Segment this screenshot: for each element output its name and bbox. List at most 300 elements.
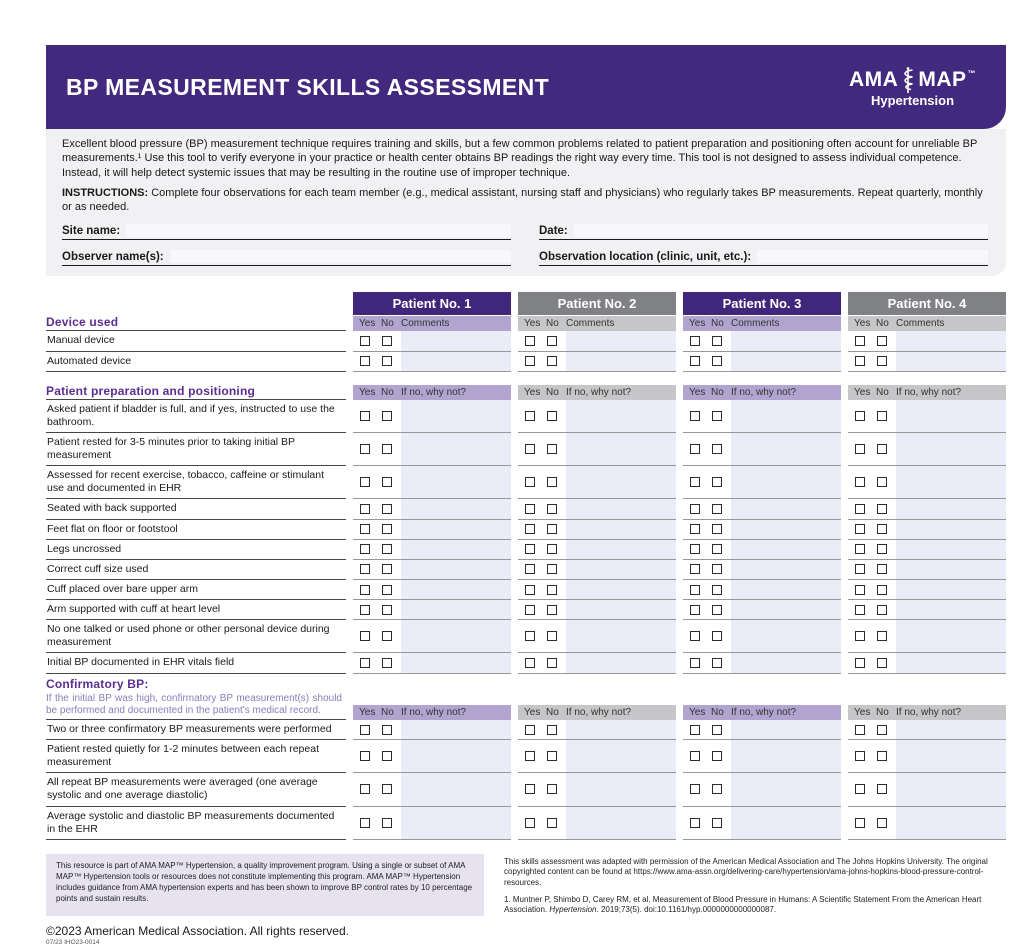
no-checkbox[interactable] xyxy=(547,411,557,421)
footer xyxy=(46,854,1006,916)
yes-checkbox[interactable] xyxy=(525,605,535,615)
yes-checkbox[interactable] xyxy=(360,544,370,554)
yes-checkbox[interactable] xyxy=(525,477,535,487)
comment-cell[interactable] xyxy=(896,773,1006,805)
yes-checkbox[interactable] xyxy=(360,725,370,735)
yes-checkbox[interactable] xyxy=(690,444,700,454)
row-label: Manual device xyxy=(46,331,346,351)
comments-column-label: If no, why not? xyxy=(566,386,632,398)
patient-cell xyxy=(353,653,511,673)
section-title-cell xyxy=(46,315,346,331)
patient-cell xyxy=(353,740,511,773)
yes-checkbox[interactable] xyxy=(360,784,370,794)
comment-cell[interactable] xyxy=(731,331,841,350)
yes-checkbox[interactable] xyxy=(690,477,700,487)
comment-cell[interactable] xyxy=(896,600,1006,619)
no-column-label: No xyxy=(546,386,559,398)
yes-column-label: Yes xyxy=(359,386,376,398)
no-checkbox[interactable] xyxy=(877,504,887,514)
yes-checkbox[interactable] xyxy=(360,658,370,668)
patient-cell xyxy=(518,580,676,600)
comment-cell[interactable] xyxy=(566,720,676,739)
comment-cell[interactable] xyxy=(731,740,841,772)
no-column-label: No xyxy=(381,386,394,398)
no-checkbox[interactable] xyxy=(712,585,722,595)
comment-cell[interactable] xyxy=(401,433,511,465)
logo-ama-text: AMA xyxy=(849,68,899,91)
comments-column-label: Comments xyxy=(896,318,945,330)
yes-checkbox[interactable] xyxy=(855,784,865,794)
date-input[interactable] xyxy=(574,224,988,237)
patient-cell xyxy=(353,466,511,499)
yes-checkbox[interactable] xyxy=(525,504,535,514)
site-name-label: Site name: xyxy=(62,225,121,238)
comment-cell[interactable] xyxy=(401,352,511,371)
patient-cell xyxy=(848,653,1006,673)
no-checkbox[interactable] xyxy=(712,751,722,761)
site-name-input[interactable] xyxy=(126,224,511,237)
yes-column-label: Yes xyxy=(359,706,376,718)
comment-cell[interactable] xyxy=(731,352,841,371)
comment-cell[interactable] xyxy=(731,580,841,599)
no-checkbox[interactable] xyxy=(382,336,392,346)
footnotes xyxy=(504,854,1006,916)
comment-cell[interactable] xyxy=(731,600,841,619)
comment-cell[interactable] xyxy=(731,400,841,432)
yes-checkbox[interactable] xyxy=(690,564,700,574)
comment-cell[interactable] xyxy=(401,720,511,739)
section-title-cell xyxy=(46,384,346,400)
yes-checkbox[interactable] xyxy=(855,751,865,761)
comment-cell[interactable] xyxy=(731,620,841,652)
no-checkbox[interactable] xyxy=(547,751,557,761)
yes-checkbox[interactable] xyxy=(360,605,370,615)
yes-checkbox[interactable] xyxy=(855,725,865,735)
yes-checkbox[interactable] xyxy=(525,725,535,735)
comment-cell[interactable] xyxy=(731,540,841,559)
yes-checkbox[interactable] xyxy=(855,658,865,668)
comment-cell[interactable] xyxy=(896,653,1006,672)
no-checkbox[interactable] xyxy=(712,605,722,615)
site-name-field xyxy=(62,221,511,240)
no-checkbox[interactable] xyxy=(382,585,392,595)
comment-cell[interactable] xyxy=(566,520,676,539)
row-label: Asked patient if bladder is full, and if yes, instructed to use the bathroom. xyxy=(46,400,346,433)
no-checkbox[interactable] xyxy=(877,444,887,454)
yes-column-label: Yes xyxy=(524,386,541,398)
yes-no-comments-subheader xyxy=(848,705,1006,720)
comment-cell[interactable] xyxy=(401,466,511,498)
page-title: BP MEASUREMENT SKILLS ASSESSMENT xyxy=(66,73,550,100)
no-checkbox[interactable] xyxy=(547,544,557,554)
yes-checkbox[interactable] xyxy=(690,725,700,735)
yes-checkbox[interactable] xyxy=(855,524,865,534)
yes-checkbox[interactable] xyxy=(855,477,865,487)
comment-cell[interactable] xyxy=(566,352,676,371)
comment-cell[interactable] xyxy=(731,520,841,539)
patient-cell xyxy=(353,600,511,620)
yes-checkbox[interactable] xyxy=(525,356,535,366)
comment-cell[interactable] xyxy=(896,720,1006,739)
yes-checkbox[interactable] xyxy=(360,751,370,761)
no-checkbox[interactable] xyxy=(547,585,557,595)
yes-no-comments-subheader xyxy=(353,385,511,400)
section-title-cell xyxy=(46,677,346,720)
comments-column-label: Comments xyxy=(566,318,615,330)
no-checkbox[interactable] xyxy=(547,658,557,668)
yes-no-comments-subheader xyxy=(848,316,1006,331)
comment-cell[interactable] xyxy=(566,773,676,805)
patient-column-header: Patient No. 3 xyxy=(683,292,841,315)
no-checkbox[interactable] xyxy=(877,524,887,534)
yes-checkbox[interactable] xyxy=(690,605,700,615)
comment-cell[interactable] xyxy=(566,600,676,619)
patient-cell xyxy=(848,466,1006,499)
patient-cell xyxy=(518,653,676,673)
comment-cell[interactable] xyxy=(566,499,676,518)
observation-location-input[interactable] xyxy=(757,250,988,263)
comment-cell[interactable] xyxy=(731,560,841,579)
yes-checkbox[interactable] xyxy=(360,411,370,421)
comment-cell[interactable] xyxy=(566,560,676,579)
patient-cell xyxy=(518,466,676,499)
yes-checkbox[interactable] xyxy=(525,444,535,454)
yes-checkbox[interactable] xyxy=(690,585,700,595)
patient-column-header: Patient No. 1 xyxy=(353,292,511,315)
yes-checkbox[interactable] xyxy=(690,658,700,668)
patient-cell xyxy=(353,520,511,540)
comment-cell[interactable] xyxy=(566,807,676,839)
yes-no-comments-subheader xyxy=(848,385,1006,400)
yes-checkbox[interactable] xyxy=(360,631,370,641)
site-date-row xyxy=(62,221,988,240)
no-checkbox[interactable] xyxy=(877,605,887,615)
comment-cell[interactable] xyxy=(896,620,1006,652)
yes-checkbox[interactable] xyxy=(525,336,535,346)
patient-cell xyxy=(683,433,841,466)
comment-cell[interactable] xyxy=(566,740,676,772)
comment-cell[interactable] xyxy=(401,520,511,539)
no-column-label: No xyxy=(546,706,559,718)
comments-column-label: Comments xyxy=(731,318,780,330)
no-checkbox[interactable] xyxy=(382,784,392,794)
comments-column-label: If no, why not? xyxy=(731,386,797,398)
yes-checkbox[interactable] xyxy=(525,631,535,641)
comment-cell[interactable] xyxy=(566,620,676,652)
comment-cell[interactable] xyxy=(566,540,676,559)
no-checkbox[interactable] xyxy=(712,725,722,735)
no-checkbox[interactable] xyxy=(547,524,557,534)
no-column-label: No xyxy=(711,386,724,398)
yes-checkbox[interactable] xyxy=(855,336,865,346)
patient-cell xyxy=(518,433,676,466)
yes-column-label: Yes xyxy=(854,706,871,718)
yes-checkbox[interactable] xyxy=(360,524,370,534)
row-label: Assessed for recent exercise, tobacco, caffeine or stimulant use and documented in EHR xyxy=(46,466,346,499)
patient-cell xyxy=(518,352,676,372)
comment-cell[interactable] xyxy=(566,466,676,498)
no-checkbox[interactable] xyxy=(382,544,392,554)
comment-cell[interactable] xyxy=(731,807,841,839)
yes-checkbox[interactable] xyxy=(525,784,535,794)
no-checkbox[interactable] xyxy=(382,356,392,366)
no-checkbox[interactable] xyxy=(712,784,722,794)
yes-checkbox[interactable] xyxy=(360,336,370,346)
yes-no-comments-subheader xyxy=(353,705,511,720)
comment-cell[interactable] xyxy=(401,807,511,839)
no-checkbox[interactable] xyxy=(712,818,722,828)
row-label: Correct cuff size used xyxy=(46,560,346,580)
no-checkbox[interactable] xyxy=(877,818,887,828)
yes-checkbox[interactable] xyxy=(360,477,370,487)
no-checkbox[interactable] xyxy=(382,605,392,615)
comments-column-label: If no, why not? xyxy=(896,386,962,398)
yes-checkbox[interactable] xyxy=(690,411,700,421)
no-checkbox[interactable] xyxy=(877,784,887,794)
comment-cell[interactable] xyxy=(566,331,676,350)
comment-cell[interactable] xyxy=(401,560,511,579)
patient-column-header: Patient No. 2 xyxy=(518,292,676,315)
no-checkbox[interactable] xyxy=(712,544,722,554)
comment-cell[interactable] xyxy=(896,331,1006,350)
comment-cell[interactable] xyxy=(896,466,1006,498)
reference-text: 1. Muntner P, Shimbo D, Carey RM, et al. Measurement of Blood Pressure in Humans: A Scientific Statement From the American Heart Association. xyxy=(504,894,982,915)
patient-cell xyxy=(683,653,841,673)
no-checkbox[interactable] xyxy=(877,477,887,487)
yes-no-comments-subheader xyxy=(518,705,676,720)
patient-cell xyxy=(353,720,511,740)
comment-cell[interactable] xyxy=(566,580,676,599)
patient-cell xyxy=(848,620,1006,653)
no-checkbox[interactable] xyxy=(382,524,392,534)
instructions-line xyxy=(62,186,988,215)
yes-checkbox[interactable] xyxy=(690,524,700,534)
no-checkbox[interactable] xyxy=(547,477,557,487)
no-checkbox[interactable] xyxy=(547,336,557,346)
no-checkbox[interactable] xyxy=(712,504,722,514)
instructions-text: Complete four observations for each team member (e.g., medical assistant, nursing staff and physicians) who regularly takes BP measurements. Repeat quarterly, monthly or as needed. xyxy=(62,186,983,214)
yes-checkbox[interactable] xyxy=(855,818,865,828)
comment-cell[interactable] xyxy=(896,433,1006,465)
no-checkbox[interactable] xyxy=(547,784,557,794)
row-label: Arm supported with cuff at heart level xyxy=(46,600,346,620)
patient-cell xyxy=(848,720,1006,740)
no-checkbox[interactable] xyxy=(712,477,722,487)
yes-checkbox[interactable] xyxy=(855,504,865,514)
comment-cell[interactable] xyxy=(896,807,1006,839)
no-checkbox[interactable] xyxy=(712,631,722,641)
no-checkbox[interactable] xyxy=(877,585,887,595)
yes-column-label: Yes xyxy=(689,318,706,330)
comment-cell[interactable] xyxy=(566,400,676,432)
comment-cell[interactable] xyxy=(896,499,1006,518)
comment-cell[interactable] xyxy=(401,400,511,432)
yes-checkbox[interactable] xyxy=(360,564,370,574)
patient-cell xyxy=(518,740,676,773)
yes-checkbox[interactable] xyxy=(855,544,865,554)
yes-checkbox[interactable] xyxy=(525,585,535,595)
yes-checkbox[interactable] xyxy=(855,631,865,641)
yes-checkbox[interactable] xyxy=(855,356,865,366)
row-label: Initial BP documented in EHR vitals field xyxy=(46,653,346,673)
yes-checkbox[interactable] xyxy=(360,444,370,454)
patient-cell xyxy=(683,466,841,499)
row-label: Patient rested quietly for 1-2 minutes between each repeat measurement xyxy=(46,740,346,773)
no-checkbox[interactable] xyxy=(712,411,722,421)
yes-checkbox[interactable] xyxy=(855,444,865,454)
yes-checkbox[interactable] xyxy=(690,336,700,346)
comment-cell[interactable] xyxy=(896,352,1006,371)
no-checkbox[interactable] xyxy=(712,444,722,454)
patient-cell xyxy=(683,580,841,600)
comment-cell[interactable] xyxy=(401,740,511,772)
comment-cell[interactable] xyxy=(401,499,511,518)
no-checkbox[interactable] xyxy=(547,444,557,454)
patient-cell xyxy=(683,400,841,433)
comment-cell[interactable] xyxy=(401,620,511,652)
no-checkbox[interactable] xyxy=(712,356,722,366)
comment-cell[interactable] xyxy=(401,540,511,559)
no-checkbox[interactable] xyxy=(712,336,722,346)
yes-checkbox[interactable] xyxy=(690,631,700,641)
patient-cell xyxy=(848,540,1006,560)
no-column-label: No xyxy=(711,706,724,718)
no-checkbox[interactable] xyxy=(382,411,392,421)
yes-checkbox[interactable] xyxy=(690,504,700,514)
yes-checkbox[interactable] xyxy=(525,524,535,534)
observation-location-field xyxy=(539,247,988,266)
patient-cell xyxy=(848,499,1006,519)
yes-checkbox[interactable] xyxy=(525,564,535,574)
no-checkbox[interactable] xyxy=(382,444,392,454)
comment-cell[interactable] xyxy=(896,520,1006,539)
header-banner xyxy=(46,45,1006,129)
comment-cell[interactable] xyxy=(731,466,841,498)
no-checkbox[interactable] xyxy=(877,356,887,366)
observer-name-input[interactable] xyxy=(170,250,511,263)
yes-checkbox[interactable] xyxy=(525,818,535,828)
yes-checkbox[interactable] xyxy=(360,356,370,366)
no-checkbox[interactable] xyxy=(382,818,392,828)
comment-cell[interactable] xyxy=(401,773,511,805)
comment-cell[interactable] xyxy=(731,773,841,805)
yes-checkbox[interactable] xyxy=(360,585,370,595)
no-checkbox[interactable] xyxy=(382,631,392,641)
patient-cell xyxy=(353,331,511,351)
no-checkbox[interactable] xyxy=(877,411,887,421)
no-checkbox[interactable] xyxy=(877,564,887,574)
comment-cell[interactable] xyxy=(401,653,511,672)
no-checkbox[interactable] xyxy=(547,356,557,366)
comment-cell[interactable] xyxy=(896,540,1006,559)
comment-cell[interactable] xyxy=(401,580,511,599)
patient-cell xyxy=(683,773,841,806)
yes-column-label: Yes xyxy=(689,706,706,718)
no-checkbox[interactable] xyxy=(712,658,722,668)
comment-cell[interactable] xyxy=(896,560,1006,579)
no-checkbox[interactable] xyxy=(712,564,722,574)
comment-cell[interactable] xyxy=(731,653,841,672)
yes-checkbox[interactable] xyxy=(855,564,865,574)
patient-cell xyxy=(518,620,676,653)
no-checkbox[interactable] xyxy=(877,544,887,554)
patient-cell xyxy=(683,520,841,540)
comment-cell[interactable] xyxy=(896,740,1006,772)
yes-checkbox[interactable] xyxy=(525,411,535,421)
yes-checkbox[interactable] xyxy=(360,504,370,514)
no-checkbox[interactable] xyxy=(877,336,887,346)
comment-cell[interactable] xyxy=(566,433,676,465)
no-checkbox[interactable] xyxy=(382,477,392,487)
logo-row xyxy=(849,67,976,94)
no-column-label: No xyxy=(876,706,889,718)
no-checkbox[interactable] xyxy=(382,564,392,574)
yes-checkbox[interactable] xyxy=(525,658,535,668)
row-label: Automated device xyxy=(46,352,346,372)
no-checkbox[interactable] xyxy=(382,504,392,514)
reference-note xyxy=(504,895,1006,916)
yes-no-comments-subheader xyxy=(683,385,841,400)
yes-checkbox[interactable] xyxy=(525,544,535,554)
yes-checkbox[interactable] xyxy=(690,356,700,366)
no-checkbox[interactable] xyxy=(382,658,392,668)
no-checkbox[interactable] xyxy=(547,631,557,641)
no-column-label: No xyxy=(711,318,724,330)
yes-checkbox[interactable] xyxy=(690,544,700,554)
yes-checkbox[interactable] xyxy=(855,605,865,615)
no-checkbox[interactable] xyxy=(877,725,887,735)
comments-column-label: If no, why not? xyxy=(566,706,632,718)
comment-cell[interactable] xyxy=(731,433,841,465)
no-checkbox[interactable] xyxy=(547,818,557,828)
comment-cell[interactable] xyxy=(731,720,841,739)
no-checkbox[interactable] xyxy=(382,751,392,761)
row-label: Two or three confirmatory BP measurements were performed xyxy=(46,720,346,740)
patient-cell xyxy=(353,499,511,519)
yes-checkbox[interactable] xyxy=(525,751,535,761)
yes-checkbox[interactable] xyxy=(690,784,700,794)
no-checkbox[interactable] xyxy=(547,504,557,514)
comment-cell[interactable] xyxy=(896,580,1006,599)
patient-cell xyxy=(848,520,1006,540)
yes-column-label: Yes xyxy=(854,386,871,398)
no-checkbox[interactable] xyxy=(877,658,887,668)
no-checkbox[interactable] xyxy=(547,725,557,735)
no-checkbox[interactable] xyxy=(877,751,887,761)
patient-cell xyxy=(683,331,841,351)
no-checkbox[interactable] xyxy=(382,725,392,735)
no-checkbox[interactable] xyxy=(547,605,557,615)
patient-cell xyxy=(848,352,1006,372)
yes-checkbox[interactable] xyxy=(360,818,370,828)
row-label: Cuff placed over bare upper arm xyxy=(46,580,346,600)
patient-cell xyxy=(353,620,511,653)
no-checkbox[interactable] xyxy=(877,631,887,641)
comment-cell[interactable] xyxy=(731,499,841,518)
patient-cell xyxy=(353,400,511,433)
yes-checkbox[interactable] xyxy=(855,585,865,595)
intro-panel xyxy=(46,129,1006,276)
no-checkbox[interactable] xyxy=(547,564,557,574)
yes-checkbox[interactable] xyxy=(690,751,700,761)
comment-cell[interactable] xyxy=(566,653,676,672)
yes-checkbox[interactable] xyxy=(855,411,865,421)
comment-cell[interactable] xyxy=(401,600,511,619)
comment-cell[interactable] xyxy=(401,331,511,350)
no-checkbox[interactable] xyxy=(712,524,722,534)
comment-cell[interactable] xyxy=(896,400,1006,432)
yes-checkbox[interactable] xyxy=(690,818,700,828)
